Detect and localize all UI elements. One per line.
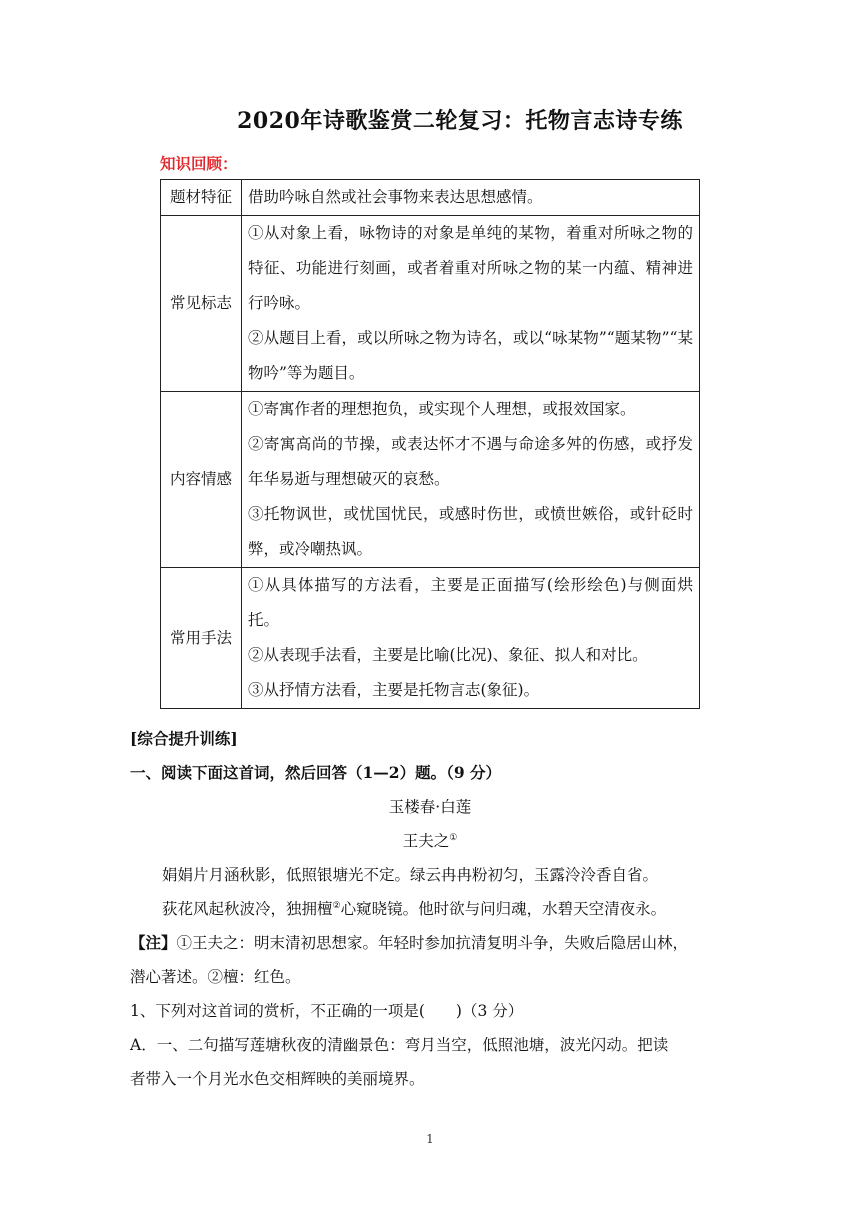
page-title: 2020年诗歌鉴赏二轮复习：托物言志诗专练 bbox=[237, 108, 683, 134]
poem-title: 玉楼春·白莲 bbox=[388, 798, 472, 816]
page-number: 1 bbox=[426, 1132, 434, 1146]
poem-line-2-part-a: 荻花风起秋波冷，独拥檀 bbox=[162, 900, 333, 918]
table-row bbox=[161, 392, 700, 568]
note-label: 【注】 bbox=[130, 933, 177, 952]
question-heading: 一、阅读下面这首词，然后回答（1—2）题。（9 分） bbox=[130, 763, 502, 782]
row-head: 题材特征 bbox=[161, 180, 242, 216]
knowledge-table bbox=[160, 179, 700, 709]
row-text: ②寄寓高尚的节操，或表达怀才不遇与命途多舛的伤感，或抒发年华易逝与理想破灭的哀愁。 bbox=[248, 435, 693, 488]
table-row bbox=[161, 568, 700, 709]
row-text: ③托物讽世，或忧国忧民，或感时伤世，或愤世嫉俗，或针砭时弊，或冷嘲热讽。 bbox=[248, 505, 693, 558]
note-line-1 bbox=[130, 926, 688, 960]
note-text-1: ①王夫之：明末清初思想家。年轻时参加抗清复明斗争，失败后隐居山林， bbox=[176, 934, 689, 952]
row-body bbox=[242, 216, 700, 392]
author-footnote-mark: ① bbox=[449, 832, 458, 843]
row-text: ②从表现手法看，主要是比喻(比况)、象征、拟人和对比。 bbox=[248, 646, 648, 664]
tan-footnote-mark: ② bbox=[332, 900, 341, 911]
row-body bbox=[242, 392, 700, 568]
row-text: ①从具体描写的方法看，主要是正面描写(绘形绘色)与侧面烘托。 bbox=[248, 576, 693, 629]
note-line-2: 潜心著述。②檀：红色。 bbox=[130, 968, 301, 986]
poem-line-2-part-b: 心窥晓镜。他时欲与问归魂，水碧天空清夜永。 bbox=[340, 900, 667, 918]
table-row bbox=[161, 216, 700, 392]
practice-heading: [综合提升训练] bbox=[130, 729, 238, 748]
row-head: 常见标志 bbox=[161, 216, 242, 392]
row-text: 借助吟咏自然或社会事物来表达思想感情。 bbox=[248, 188, 543, 206]
question-1: 1、下列对这首词的赏析，不正确的一项是( )（3 分） bbox=[130, 1002, 524, 1020]
row-text: ②从题目上看，或以所咏之物为诗名，或以“咏某物”“题某物”“某物吟”等为题目。 bbox=[248, 329, 693, 382]
row-body bbox=[242, 180, 700, 216]
poem-author bbox=[130, 824, 730, 858]
row-head: 内容情感 bbox=[161, 392, 242, 568]
table-row bbox=[161, 180, 700, 216]
knowledge-review-label: 知识回顾： bbox=[160, 154, 238, 173]
poem-line-2 bbox=[162, 892, 666, 926]
option-a-line-2: 者带入一个月光水色交相辉映的美丽境界。 bbox=[130, 1070, 425, 1088]
row-head: 常用手法 bbox=[161, 568, 242, 709]
row-text: ①从对象上看，咏物诗的对象是单纯的某物，着重对所咏之物的特征、功能进行刻画，或者着重对所咏之物的某一内蕴、精神进行吟咏。 bbox=[248, 224, 693, 312]
row-text: ①寄寓作者的理想抱负，或实现个人理想，或报效国家。 bbox=[248, 400, 636, 418]
row-body bbox=[242, 568, 700, 709]
poem-author-name: 王夫之 bbox=[402, 832, 450, 850]
poem-line-1: 娟娟片月涵秋影，低照银塘光不定。绿云冉冉粉初匀，玉露泠泠香自省。 bbox=[162, 866, 659, 884]
row-text: ③从抒情方法看，主要是托物言志(象征)。 bbox=[248, 681, 540, 699]
option-a-line-1: A．一、二句描写莲塘秋夜的清幽景色：弯月当空，低照池塘，波光闪动。把读 bbox=[130, 1036, 669, 1054]
